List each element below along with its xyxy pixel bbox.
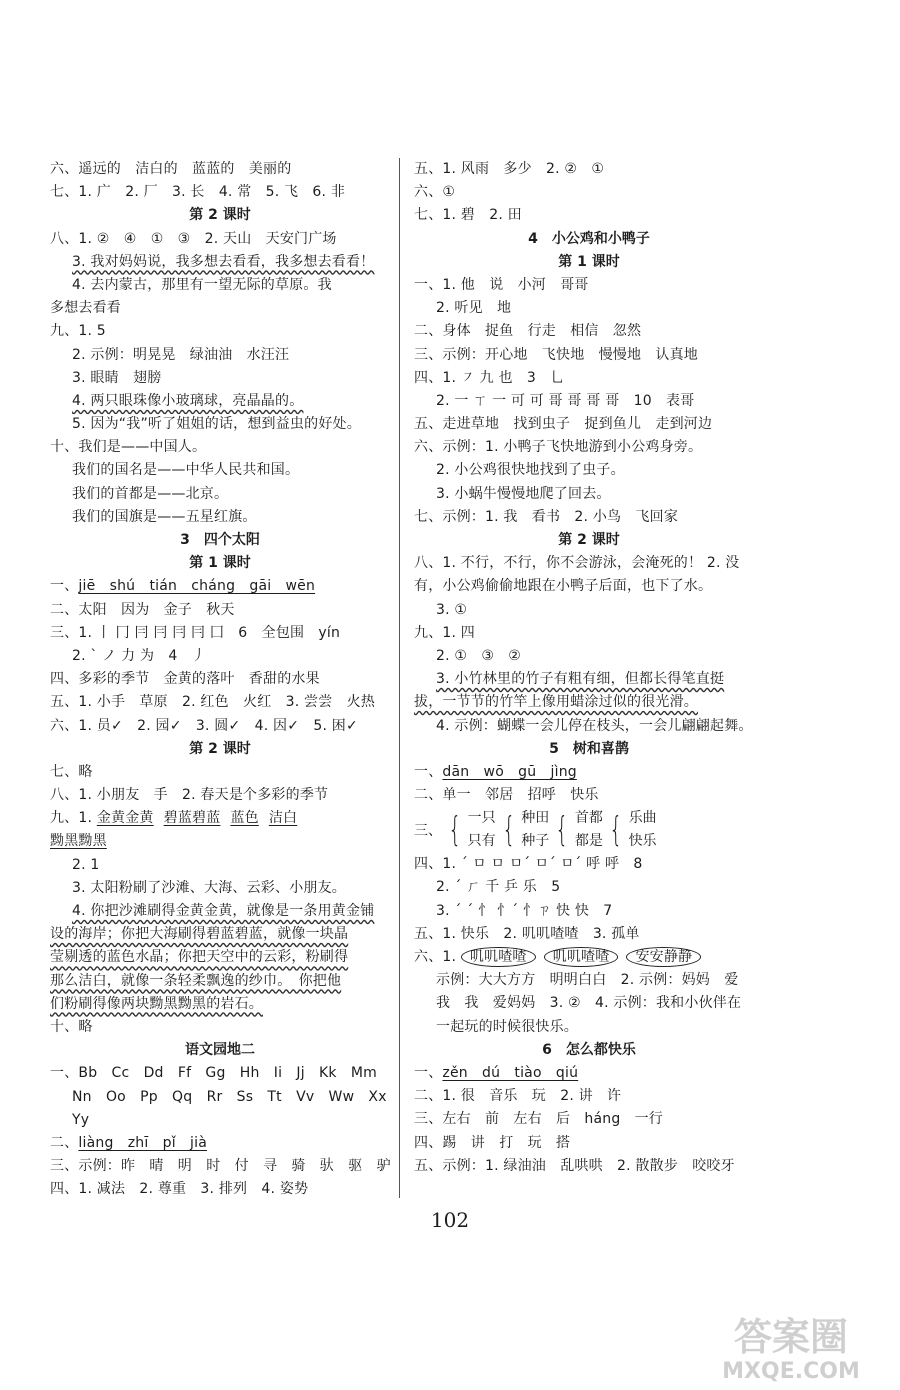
answer-line: 多想去看看 bbox=[50, 300, 121, 317]
word: 都是 bbox=[574, 833, 603, 850]
wavy-underlined-text: 那么洁白，就像一条轻柔飘逸的纱巾。 你把他 bbox=[50, 972, 342, 989]
answer-line bbox=[50, 1132, 390, 1155]
underlined-word: 金黄金黄 bbox=[96, 810, 154, 827]
answer-line: 三、左右 前 左右 后 háng 一行 bbox=[414, 1111, 664, 1128]
underlined-word: 蓝色 bbox=[230, 810, 259, 827]
wavy-underlined-text: 拔，一节节的竹竿上像用蜡涂过似的很光滑。 bbox=[414, 694, 698, 711]
section-heading: 语文园地二 bbox=[185, 1042, 255, 1059]
answer-line: 5. 因为“我”听了姐姐的话，想到益虫的好处。 bbox=[72, 416, 361, 433]
answer-line: 六、1. 员✓ 2. 园✓ 3. 圆✓ 4. 因✓ 5. 困✓ bbox=[50, 717, 358, 734]
word: 首都 bbox=[574, 810, 603, 827]
lesson-title: 5 树和喜鹊 bbox=[549, 740, 629, 757]
pinyin-answers: dān wō gū jìng bbox=[442, 763, 577, 780]
answer-line: 一、1. 他 说 小河 哥哥 bbox=[414, 276, 589, 293]
answer-line: 五、走进草地 找到虫子 捉到鱼儿 走到河边 bbox=[414, 416, 713, 433]
answer-line: 我 我 爱妈妈 3. ② 4. 示例：我和小伙伴在 bbox=[436, 995, 742, 1012]
question-number: 三、 bbox=[414, 823, 442, 840]
wavy-underlined-text: 3. 我对妈妈说，我多想去看看，我多想去看看！ bbox=[72, 253, 375, 270]
answer-line: 2. 听见 地 bbox=[436, 300, 512, 317]
right-column bbox=[414, 158, 764, 1178]
lesson-title: 3 四个太阳 bbox=[180, 532, 260, 548]
answer-line bbox=[50, 830, 390, 853]
answer-line: 我们的国旗是——五星红旗。 bbox=[72, 508, 257, 525]
answer-line bbox=[414, 946, 764, 969]
word-pair bbox=[468, 807, 496, 853]
left-column bbox=[50, 158, 390, 1201]
pinyin-answers: zěn dú tiào qiú bbox=[442, 1064, 579, 1081]
question-number: 一、 bbox=[414, 763, 443, 780]
answer-line: 示例：大大方方 明明白白 2. 示例：妈妈 爱 bbox=[436, 972, 739, 989]
answer-line: 五、1. 快乐 2. 叽叽喳喳 3. 孤单 bbox=[414, 925, 640, 942]
word: 快乐 bbox=[628, 833, 657, 850]
answer-line: 三、示例：开心地 飞快地 慢慢地 认真地 bbox=[414, 346, 698, 363]
answer-line: 七、示例：1. 我 看书 2. 小鸟 飞回家 bbox=[414, 508, 679, 525]
answer-line: 二、单一 邻居 招呼 快乐 bbox=[414, 787, 599, 804]
answer-line: 二、太阳 因为 金子 秋天 bbox=[50, 601, 235, 618]
answer-line: 2. 小公鸡很快地找到了虫子。 bbox=[436, 462, 625, 479]
answer-line: 八、1. 不行，不行，你不会游泳，会淹死的！ 2. 没 bbox=[414, 555, 740, 572]
wavy-underlined-text: 4. 你把沙滩刷得金黄金黄，就像是一条用黄金铺 bbox=[72, 903, 375, 919]
answer-line bbox=[50, 946, 390, 969]
answer-line: 2. ① ③ ② bbox=[436, 647, 522, 664]
brace-icon: { bbox=[501, 810, 515, 851]
underlined-word: 碧蓝碧蓝 bbox=[163, 810, 221, 827]
answer-line bbox=[414, 668, 764, 691]
answer-line: 三、示例：昨 晴 明 时 付 寻 骑 驮 驱 驴 bbox=[50, 1158, 391, 1175]
answer-line bbox=[50, 900, 390, 923]
answer-line: 七、1. 广 2. 厂 3. 长 4. 常 5. 飞 6. 非 bbox=[50, 184, 346, 201]
section-heading: 第 1 课时 bbox=[189, 555, 251, 572]
answer-line: 3. ˊ ˊ 忄 忄ˊ 忄ㄗ 快 快 7 bbox=[436, 902, 613, 919]
word: 种田 bbox=[521, 810, 550, 827]
answer-line: 十、我们是——中国人。 bbox=[50, 439, 207, 456]
question-number: 六、1. bbox=[414, 949, 461, 965]
brace-icon: { bbox=[609, 810, 623, 851]
answer-line bbox=[414, 761, 764, 784]
question-number: 九、1. bbox=[50, 810, 97, 827]
circled-word: 叽叽喳喳 bbox=[544, 947, 619, 967]
word: 只有 bbox=[467, 833, 496, 850]
answer-line: 四、踢 讲 打 玩 搭 bbox=[414, 1134, 571, 1151]
watermark-bottom-text: MXQE.COM bbox=[722, 1359, 860, 1384]
page-number: 102 bbox=[430, 1208, 470, 1232]
wavy-underlined-text: 4. 两只眼珠像小玻璃球，亮晶晶的。 bbox=[72, 392, 304, 409]
pinyin-answers: jiē shú tián cháng gāi wēn bbox=[78, 578, 316, 595]
lesson-title: 6 怎么都快乐 bbox=[542, 1041, 636, 1058]
answer-line: 3. 小蜗牛慢慢地爬了回去。 bbox=[436, 485, 611, 502]
answer-line: 五、示例：1. 绿油油 乱哄哄 2. 散散步 咬咬牙 bbox=[414, 1157, 735, 1174]
question-number: 一、 bbox=[50, 578, 79, 595]
answer-line: 三、1. 丨 冂 冃 冃 冃 冃 囗 6 全包围 yín bbox=[50, 624, 341, 641]
section-heading: 第 1 课时 bbox=[558, 253, 620, 270]
circled-word: 安安静静 bbox=[626, 947, 701, 967]
answer-line: 二、1. 很 音乐 玩 2. 讲 许 bbox=[414, 1088, 622, 1105]
answer-line: 3. ① bbox=[436, 601, 468, 618]
answer-line: 五、1. 小手 草原 2. 红色 火红 3. 尝尝 火热 bbox=[50, 694, 376, 711]
word-pair bbox=[575, 807, 603, 853]
word: 一只 bbox=[467, 810, 496, 827]
watermark-logo bbox=[696, 1306, 886, 1384]
answer-line: 二、身体 捉鱼 行走 相信 忽然 bbox=[414, 323, 642, 340]
underlined-word: 洁白 bbox=[268, 810, 298, 827]
answer-line: 六、① bbox=[414, 184, 456, 201]
answer-line: 2. 1 bbox=[72, 856, 100, 873]
answer-line: 4. 示例：蝴蝶一会儿停在枝头，一会儿翩翩起舞。 bbox=[436, 717, 753, 734]
answer-line bbox=[414, 691, 764, 714]
word-pair bbox=[521, 807, 549, 853]
answer-line bbox=[414, 1062, 764, 1085]
answer-line: Nn Oo Pp Qq Rr Ss Tt Vv Ww Xx bbox=[72, 1088, 387, 1105]
brace-group-row bbox=[414, 807, 764, 853]
wavy-underlined-text: 莹剔透的蓝色水晶；你把天空中的云彩，粉刷得 bbox=[50, 949, 349, 966]
answer-line: 一、Bb Cc Dd Ff Gg Hh Ii Jj Kk Mm bbox=[50, 1065, 377, 1082]
answer-line: 我们的国名是——中华人民共和国。 bbox=[72, 462, 300, 479]
answer-line: 六、遥远的 洁白的 蓝蓝的 美丽的 bbox=[50, 161, 292, 177]
answer-line bbox=[50, 923, 390, 946]
answer-line: 七、略 bbox=[50, 763, 93, 780]
answer-line: 九、1. 5 bbox=[50, 323, 106, 340]
lesson-title: 4 小公鸡和小鸭子 bbox=[528, 230, 650, 247]
word: 种子 bbox=[521, 833, 550, 850]
section-heading: 第 2 课时 bbox=[189, 740, 251, 757]
answer-line: 2. 示例：明晃晃 绿油油 水汪汪 bbox=[72, 346, 290, 363]
answer-line: 七、1. 碧 2. 田 bbox=[414, 207, 522, 224]
answer-line: 我们的首都是——北京。 bbox=[72, 485, 229, 502]
underlined-word: 黝黑黝黑 bbox=[50, 833, 107, 850]
question-number: 二、 bbox=[50, 1134, 79, 1151]
answer-line bbox=[50, 575, 390, 598]
answer-line: 4. 去内蒙古，那里有一望无际的草原。我 bbox=[72, 276, 332, 293]
answer-line: 十、略 bbox=[50, 1018, 93, 1035]
answer-line: 2. ˊ ㄏ 千 乒 乐 5 bbox=[436, 879, 561, 896]
circled-word: 叽叽喳喳 bbox=[461, 947, 536, 967]
column-divider bbox=[399, 158, 400, 1198]
wavy-underlined-text: 3. 小竹林里的竹子有粗有细，但都长得笔直挺 bbox=[436, 671, 725, 688]
answer-line bbox=[50, 993, 390, 1016]
answer-line bbox=[50, 251, 390, 274]
word-pair bbox=[629, 807, 657, 853]
brace-icon: { bbox=[448, 810, 462, 851]
answer-line: 3. 眼睛 翅膀 bbox=[72, 369, 162, 386]
answer-line: 四、1. ˊ ㅁ ㅁ ㅁˊ ㅁˊ ㅁˊ 呼 呼 8 bbox=[414, 856, 643, 873]
answer-line: 有，小公鸡偷偷地跟在小鸭子后面，也下了水。 bbox=[414, 578, 713, 595]
answer-line: 2. 一 ㄒ 一 可 可 哥 哥 哥 哥 10 表哥 bbox=[436, 392, 695, 409]
answer-line: 2. ˋ ノ 力 为 4 丿 bbox=[72, 647, 206, 664]
answer-line bbox=[50, 390, 390, 413]
answer-line: Yy bbox=[72, 1111, 90, 1128]
answer-line bbox=[50, 807, 390, 830]
answer-line: 四、1. ㇇ 九 也 3 乚 bbox=[414, 369, 565, 386]
answer-line: 四、多彩的季节 金黄的落叶 香甜的水果 bbox=[50, 671, 320, 688]
answer-line: 八、1. 小朋友 手 2. 春天是个多彩的季节 bbox=[50, 787, 329, 804]
answer-line: 一起玩的时候很快乐。 bbox=[436, 1018, 578, 1035]
answer-line bbox=[50, 970, 390, 993]
answer-line: 3. 太阳粉刷了沙滩、大海、云彩、小朋友。 bbox=[72, 879, 347, 896]
section-heading: 第 2 课时 bbox=[558, 532, 620, 548]
answer-line: 四、1. 减法 2. 尊重 3. 排列 4. 姿势 bbox=[50, 1181, 309, 1198]
answer-line: 九、1. 四 bbox=[414, 624, 476, 641]
wavy-underlined-text: 们粉刷得像两块黝黑黝黑的岩石。 bbox=[50, 995, 263, 1012]
answer-line: 五、1. 风雨 多少 2. ② ① bbox=[414, 161, 605, 177]
question-number: 一、 bbox=[414, 1064, 443, 1081]
brace-icon: { bbox=[555, 810, 569, 851]
watermark-top-text: 答案圈 bbox=[733, 1315, 849, 1359]
word: 乐曲 bbox=[628, 810, 657, 827]
answer-line: 八、1. ② ④ ① ③ 2. 天山 天安门广场 bbox=[50, 230, 337, 247]
pinyin-answers: liàng zhī pǐ jià bbox=[78, 1134, 207, 1151]
answer-line: 六、示例：1. 小鸭子飞快地游到小公鸡身旁。 bbox=[414, 439, 703, 456]
wavy-underlined-text: 设的海岸；你把大海刷得碧蓝碧蓝，就像一块晶 bbox=[50, 926, 349, 943]
section-heading: 第 2 课时 bbox=[189, 207, 251, 224]
